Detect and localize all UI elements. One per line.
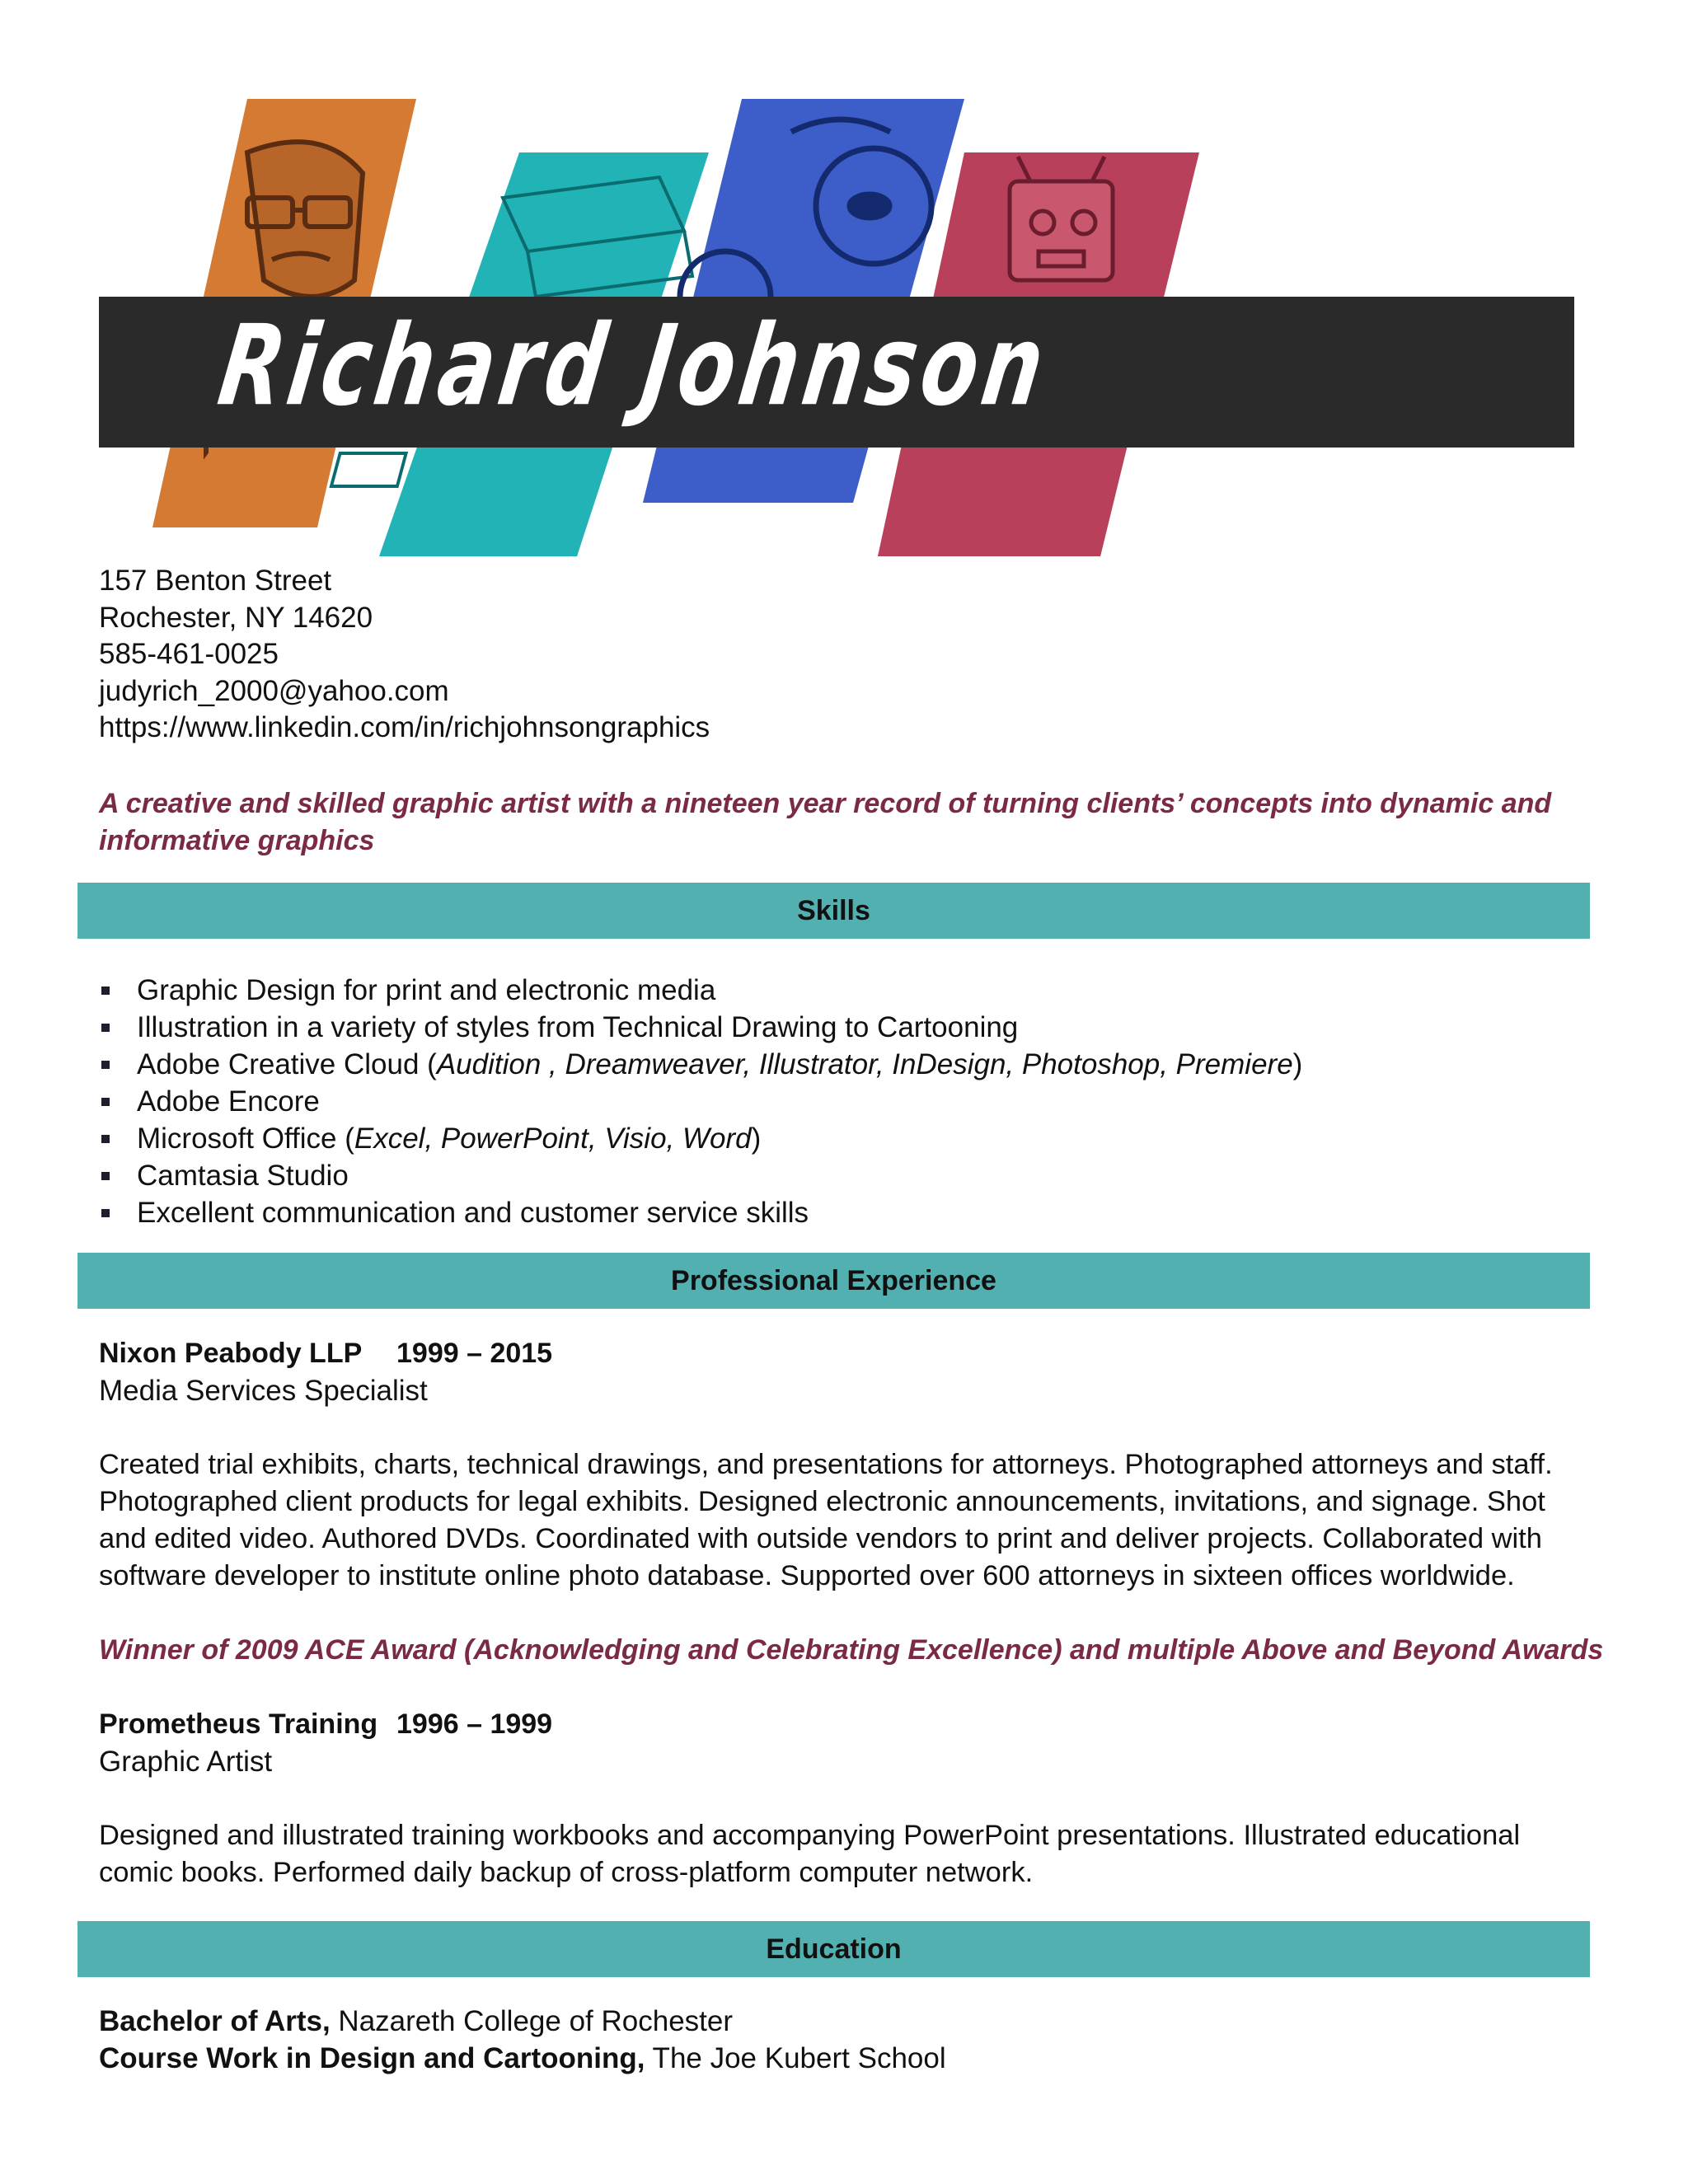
job-company: Nixon Peabody LLP [99, 1338, 363, 1369]
contact-street: 157 Benton Street [99, 565, 332, 597]
square-bullet-icon [101, 1024, 110, 1032]
square-bullet-icon [101, 1061, 110, 1069]
contact-email[interactable]: judyrich_2000@yahoo.com [99, 674, 449, 707]
education-item [99, 2003, 733, 2040]
skill-item: Microsoft Office (Excel, PowerPoint, Visio, Word) [99, 1120, 1582, 1157]
education-degree: Bachelor of Arts, [99, 2005, 331, 2037]
job-description: Designed and illustrated training workbooks and accompanying PowerPoint presentations. Illustrated educational comic books. Performed daily backup of cross-platform computer network. [99, 1820, 1521, 1888]
square-bullet-icon [101, 1098, 110, 1106]
job-years: 1999 – 2015 [396, 1338, 553, 1369]
contact-block [99, 563, 1582, 747]
square-bullet-icon [101, 1135, 110, 1143]
section-header-education: Education [77, 1921, 1590, 1977]
square-bullet-icon [101, 987, 110, 995]
skill-item: Adobe Encore [99, 1083, 1582, 1120]
skills-list [99, 972, 1582, 1231]
tagline: A creative and skilled graphic artist with a nineteen year record of turning clients’ concepts into dynamic and informative graphics [99, 788, 1552, 856]
skill-item: Adobe Creative Cloud (Audition , Dreamweaver, Illustrator, InDesign, Photoshop, Premiere) [99, 1046, 1582, 1083]
skill-item: Camtasia Studio [99, 1157, 1582, 1194]
square-bullet-icon [101, 1172, 110, 1180]
job-role: Media Services Specialist [99, 1375, 428, 1407]
square-bullet-icon [101, 1209, 110, 1217]
header-banner [0, 0, 1688, 569]
education-degree: Course Work in Design and Cartooning, [99, 2042, 645, 2074]
skill-item: Illustration in a variety of styles from Technical Drawing to Cartooning [99, 1009, 1582, 1046]
contact-city: Rochester, NY 14620 [99, 601, 373, 634]
skill-item: Graphic Design for print and electronic media [99, 972, 1582, 1009]
applicant-name: Richard Johnson [211, 300, 1057, 430]
banner-illustration [0, 0, 1688, 569]
job-header [99, 1335, 553, 1372]
contact-phone: 585-461-0025 [99, 638, 279, 670]
job-role: Graphic Artist [99, 1746, 273, 1778]
skill-item: Excellent communication and customer service skills [99, 1194, 1582, 1231]
contact-linkedin[interactable]: https://www.linkedin.com/in/richjohnsongraphics [99, 711, 710, 743]
section-header-skills: Skills [77, 883, 1590, 939]
education-item [99, 2040, 946, 2077]
section-header-experience: Professional Experience [77, 1253, 1590, 1309]
job-years: 1996 – 1999 [396, 1708, 553, 1740]
job-award: Winner of 2009 ACE Award (Acknowledging and Celebrating Excellence) and multiple Above and Beyond Awards [99, 1634, 1604, 1666]
job-description: Created trial exhibits, charts, technical drawings, and presentations for attorneys. Photographed attorneys and staff. Photographed client products for legal exhibits. Designed electronic announcements, invitations, and signage. Shot and edited video. Authored DVDs. Coordinated with outside vendors to print and deliver projects. Collaborated with software developer to institute online photo database. Supported over 600 attorneys in sixteen offices worldwide. [99, 1449, 1553, 1591]
job-header [99, 1706, 553, 1743]
education-school: Nazareth College of Rochester [330, 2005, 734, 2037]
education-school: The Joe Kubert School [645, 2042, 946, 2074]
job-company: Prometheus Training [99, 1708, 378, 1740]
